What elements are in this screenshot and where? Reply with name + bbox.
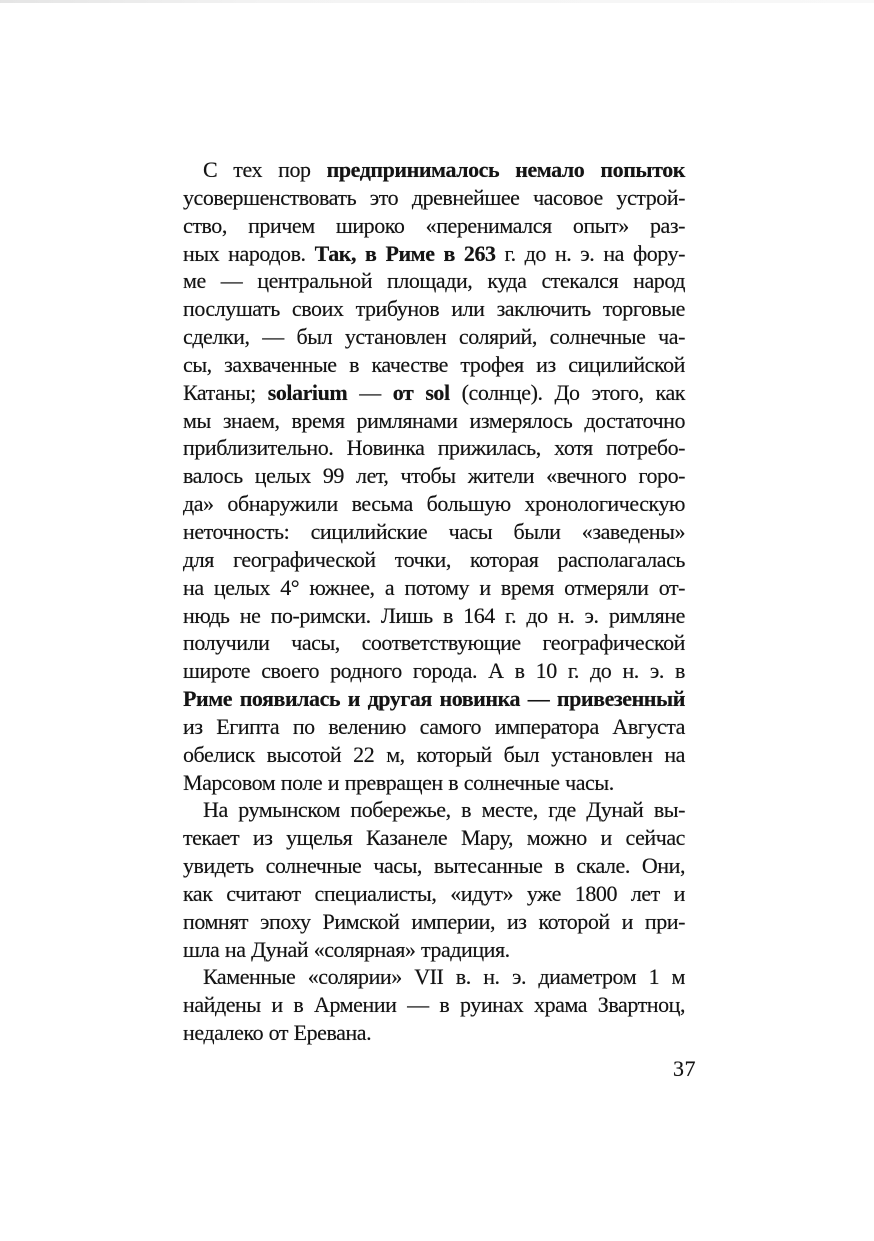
text-line — [183, 963, 685, 991]
text-line — [183, 267, 685, 295]
text-line — [183, 518, 685, 546]
text-line — [183, 156, 685, 184]
text-line — [183, 936, 685, 964]
text-line — [183, 741, 685, 769]
text-line — [183, 462, 685, 490]
text-line — [183, 796, 685, 824]
text-segment: сделки, — был установлен солярий, солнечные ча- — [183, 324, 685, 350]
text-segment: обелиск высотой 22 м, который был установлен на — [183, 741, 685, 767]
bold-text-segment: solarium — [267, 379, 348, 405]
text-segment: ство, причем широко «перенимался опыт» раз- — [183, 212, 685, 238]
text-line — [183, 908, 685, 936]
text-segment: как считают специалисты, «идут» уже 1800 лет и — [183, 880, 685, 906]
text-segment: найдены и в Армении — в руинах храма Звартноц, — [183, 992, 685, 1018]
paragraph — [183, 963, 685, 1047]
text-segment: валось целых 99 лет, чтобы жители «вечного горо- — [183, 463, 685, 489]
text-line — [183, 184, 685, 212]
text-segment: Каменные «солярии» VII в. н. э. диаметром 1 м — [203, 964, 685, 990]
text-line — [183, 434, 685, 462]
text-segment: приблизительно. Новинка прижилась, хотя потребо- — [183, 435, 685, 461]
text-segment: на целых 4° южнее, а потому и время отмеряли от- — [183, 574, 685, 600]
text-segment: да» обнаружили весьма большую хронологическую — [183, 491, 685, 517]
text-line — [183, 490, 685, 518]
text-segment: недалеко от Еревана. — [183, 1020, 372, 1046]
text-line — [183, 407, 685, 435]
text-segment: сы, захваченные в качестве трофея из сицилийской — [183, 351, 685, 377]
scan-edge-artifact — [0, 0, 874, 3]
text-line — [183, 657, 685, 685]
text-line — [183, 295, 685, 323]
text-line — [183, 685, 685, 713]
text-line — [183, 351, 685, 379]
text-segment: увидеть солнечные часы, вытесанные в скале. Они, — [183, 853, 685, 879]
text-block — [183, 156, 685, 1047]
text-segment: помнят эпоху Римской империи, из которой и при- — [183, 908, 685, 934]
text-segment: широте своего родного города. А в 10 г. до н. э. в — [183, 658, 685, 684]
text-line — [183, 602, 685, 630]
paragraph — [183, 796, 685, 963]
text-segment: ме — центральной площади, куда стекался народ — [183, 268, 685, 294]
text-segment: получили часы, соответствующие географической — [183, 630, 685, 656]
bold-text-segment: предпринималось немало попыток — [326, 157, 685, 182]
text-segment: из Египта по велению самого императора Августа — [183, 713, 685, 739]
text-segment: нюдь не по-римски. Лишь в 164 г. до н. э. римляне — [183, 602, 685, 628]
text-line — [183, 1019, 685, 1047]
text-segment: шла на Дунай «солярная» традиция. — [183, 936, 510, 962]
text-segment: — — [347, 379, 393, 405]
text-segment: усовершенствовать это древнейшее часовое устрой- — [183, 184, 685, 210]
bold-text-segment: Так, в Риме в 263 — [314, 240, 496, 266]
text-line — [183, 769, 685, 797]
text-segment: послушать своих трибунов или заключить торговые — [183, 296, 685, 322]
text-segment: Катаны; — [183, 379, 268, 405]
text-segment: ных народов. — [183, 240, 315, 266]
text-segment: (солнце). До этого, как — [449, 379, 686, 405]
text-line — [183, 574, 685, 602]
text-segment: для географической точки, которая располагалась — [183, 546, 685, 572]
bold-text-segment: Риме появилась и другая новинка — привезенный — [183, 686, 685, 712]
text-line — [183, 713, 685, 741]
text-line — [183, 880, 685, 908]
text-line — [183, 212, 685, 240]
text-line — [183, 824, 685, 852]
page-number: 37 — [673, 1056, 696, 1081]
text-line — [183, 379, 685, 407]
text-line — [183, 546, 685, 574]
text-line — [183, 240, 685, 268]
bold-text-segment: от sol — [392, 379, 450, 405]
text-line — [183, 323, 685, 351]
text-segment: мы знаем, время римлянами измерялось достаточно — [183, 407, 685, 433]
text-line — [183, 991, 685, 1019]
text-line — [183, 852, 685, 880]
text-segment: Марсовом поле и превращен в солнечные часы. — [183, 769, 614, 795]
text-segment: С тех пор — [203, 157, 327, 182]
text-segment: текает из ущелья Казанеле Мару, можно и сейчас — [183, 825, 685, 851]
text-segment: неточность: сицилийские часы были «заведены» — [183, 518, 685, 544]
paragraph — [183, 156, 685, 796]
text-line — [183, 629, 685, 657]
text-segment: г. до н. э. на фору- — [495, 240, 685, 266]
text-segment: На румынском побережье, в месте, где Дунай вы- — [203, 797, 685, 823]
